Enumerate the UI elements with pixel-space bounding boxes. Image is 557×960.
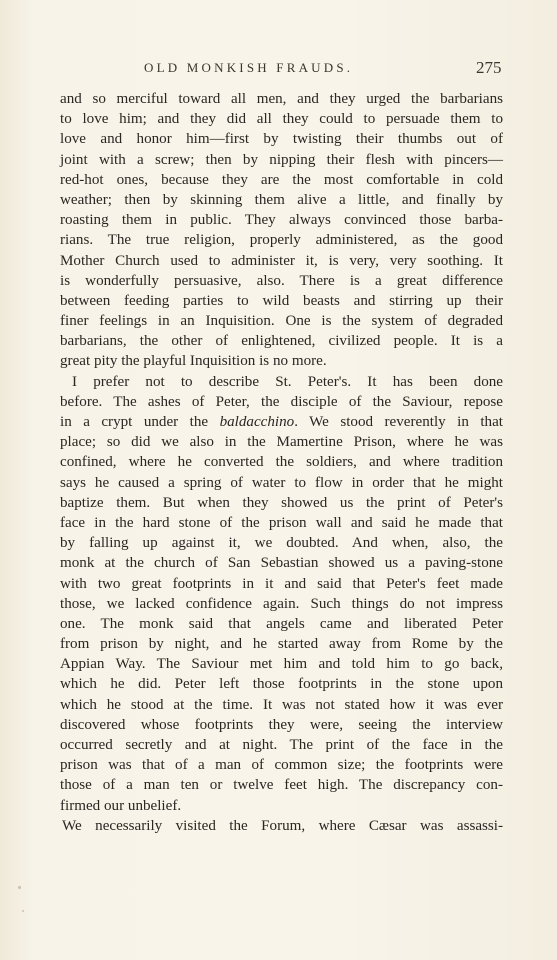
text-line: to love him; and they did all they could to persuade them to: [60, 111, 503, 128]
text-fragment: in a crypt under the: [60, 414, 220, 430]
italic-word: baldacchino: [219, 414, 295, 430]
text-line: barbarians, the other of enlightened, civilized people. It is a: [60, 333, 503, 350]
text-line: Appian Way. The Saviour met him and told him to go back,: [60, 656, 503, 673]
text-line: firmed our unbelief.: [60, 797, 182, 814]
running-head: [0, 60, 557, 80]
paper-speck: [22, 910, 24, 912]
text-line-paragraph-start: I prefer not to describe St. Peter's. It has been done: [72, 373, 503, 390]
text-line: face in the hard stone of the prison wall and said he made that: [60, 514, 503, 531]
text-line-paragraph-start: We necessarily visited the Forum, where Cæsar was assassi-: [62, 817, 503, 834]
paper-speck: [18, 886, 21, 889]
text-line: weather; then by skinning them alive a little, and finally by: [60, 191, 503, 208]
text-line: which he stood at the time. It was not stated how it was ever: [60, 696, 503, 713]
text-line: Mother Church used to administer it, is very, very soothing. It: [60, 252, 503, 269]
text-line: from prison by night, and he started away from Rome by the: [60, 636, 503, 653]
text-line: great pity the playful Inquisition is no more.: [60, 353, 327, 370]
text-line: those, we lacked confidence again. Such things do not impress: [60, 595, 503, 612]
text-line: and so merciful toward all men, and they urged the barbarians: [60, 91, 503, 107]
text-line: red-hot ones, because they are the most comfortable in cold: [60, 171, 503, 188]
text-line: baptize them. But when they showed us the print of Peter's: [60, 494, 503, 511]
page-number: 275: [476, 58, 502, 77]
text-line: one. The monk said that angels came and liberated Peter: [60, 615, 503, 632]
text-line: is wonderfully persuasive, also. There is a great difference: [60, 272, 503, 289]
text-line: prison was that of a man of common size; the footprints were: [60, 757, 503, 774]
text-line: those of a man ten or twelve feet high. The discrepancy con-: [60, 777, 503, 794]
text-line: roasting them in public. They always convinced those barba-: [60, 212, 503, 229]
text-line: rians. The true religion, properly administered, as the good: [60, 232, 503, 249]
text-fragment: . We stood reverently in that: [294, 414, 503, 430]
text-line: joint with a screw; then by nipping their flesh with pincers—: [60, 151, 503, 168]
text-line: which he did. Peter left those footprints in the stone upon: [60, 676, 503, 693]
text-line: finer feelings in an Inquisition. One is the system of degraded: [60, 313, 503, 330]
text-line: place; so did we also in the Mamertine Prison, where he was: [60, 434, 503, 451]
text-line: with two great footprints in it and said that Peter's feet made: [60, 575, 503, 592]
text-line: [60, 412, 503, 432]
running-title: OLD MONKISH FRAUDS.: [144, 60, 354, 75]
text-line: love and honor him—first by twisting their thumbs out of: [60, 131, 503, 148]
text-line: discovered whose footprints they were, seeing the interview: [60, 716, 503, 733]
text-line: occurred secretly and at night. The print of the face in the: [60, 737, 503, 753]
text-line: by falling up against it, we doubted. And when, also, the: [60, 535, 503, 552]
text-line: before. The ashes of Peter, the disciple of the Saviour, repose: [60, 393, 503, 410]
body-text: [60, 89, 503, 836]
text-line: confined, where he converted the soldiers, and where tradition: [60, 454, 503, 471]
text-line: says he caused a spring of water to flow in order that he might: [60, 474, 503, 491]
text-line: monk at the church of San Sebastian showed us a paving-stone: [60, 555, 503, 572]
text-line: between feeding parties to wild beasts and stirring up their: [60, 292, 503, 309]
